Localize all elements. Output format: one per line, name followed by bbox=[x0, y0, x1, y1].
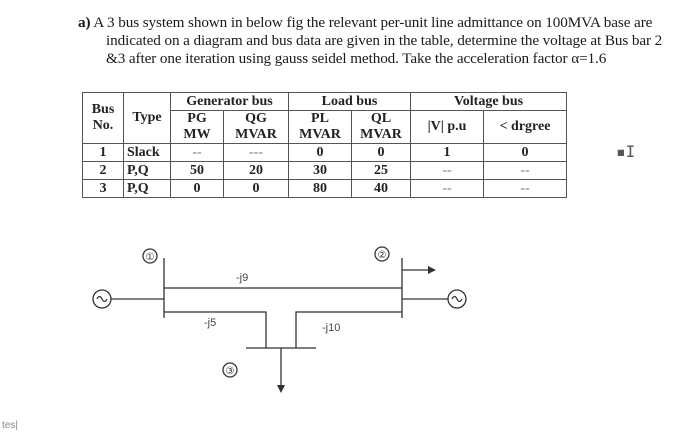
header-generator-bus: Generator bus bbox=[171, 93, 289, 111]
header-pg: PG MW bbox=[171, 111, 224, 144]
bus3-load-arrow-icon bbox=[277, 385, 285, 393]
header-deg: < drgree bbox=[484, 111, 567, 144]
problem-line-3: &3 after one iteration using gauss seidel method. Take the acceleration factor α=1.6 bbox=[106, 50, 607, 67]
text-cursor-icon: ▪I bbox=[616, 142, 636, 161]
bus3-label: ③ bbox=[225, 366, 235, 377]
admittance-2-3: -j10 bbox=[322, 322, 341, 334]
header-qg: QG MVAR bbox=[224, 111, 289, 144]
problem-line-1: A 3 bus system shown in below fig the relevant per-unit line admittance on 100MVA base are bbox=[93, 14, 653, 31]
admittance-1-3: -j5 bbox=[204, 317, 217, 329]
header-type: Type bbox=[124, 93, 171, 144]
header-v: |V| p.u bbox=[411, 111, 484, 144]
header-load-bus: Load bus bbox=[289, 93, 411, 111]
line-2-3 bbox=[296, 312, 402, 348]
bus1-label: ① bbox=[145, 252, 155, 263]
problem-label: a) bbox=[78, 14, 91, 31]
table-row: 2 P,Q 50 20 30 25 -- -- bbox=[83, 162, 567, 180]
header-pl: PL MVAR bbox=[289, 111, 352, 144]
admittance-1-2: -j9 bbox=[236, 272, 249, 284]
taskbar-label: tes| bbox=[2, 420, 18, 431]
table-row: 1 Slack -- --- 0 0 1 0 bbox=[83, 144, 567, 162]
table-row: 3 P,Q 0 0 80 40 -- -- bbox=[83, 180, 567, 198]
problem-line-2: indicated on a diagram and bus data are given in the table, determine the voltage at Bus bar 2 bbox=[106, 32, 663, 49]
header-ql: QL MVAR bbox=[352, 111, 411, 144]
bus2-label: ② bbox=[377, 250, 387, 261]
header-bus-no: Bus No. bbox=[83, 93, 124, 144]
bus2-load-arrow-icon bbox=[428, 266, 436, 274]
header-voltage-bus: Voltage bus bbox=[411, 93, 567, 111]
